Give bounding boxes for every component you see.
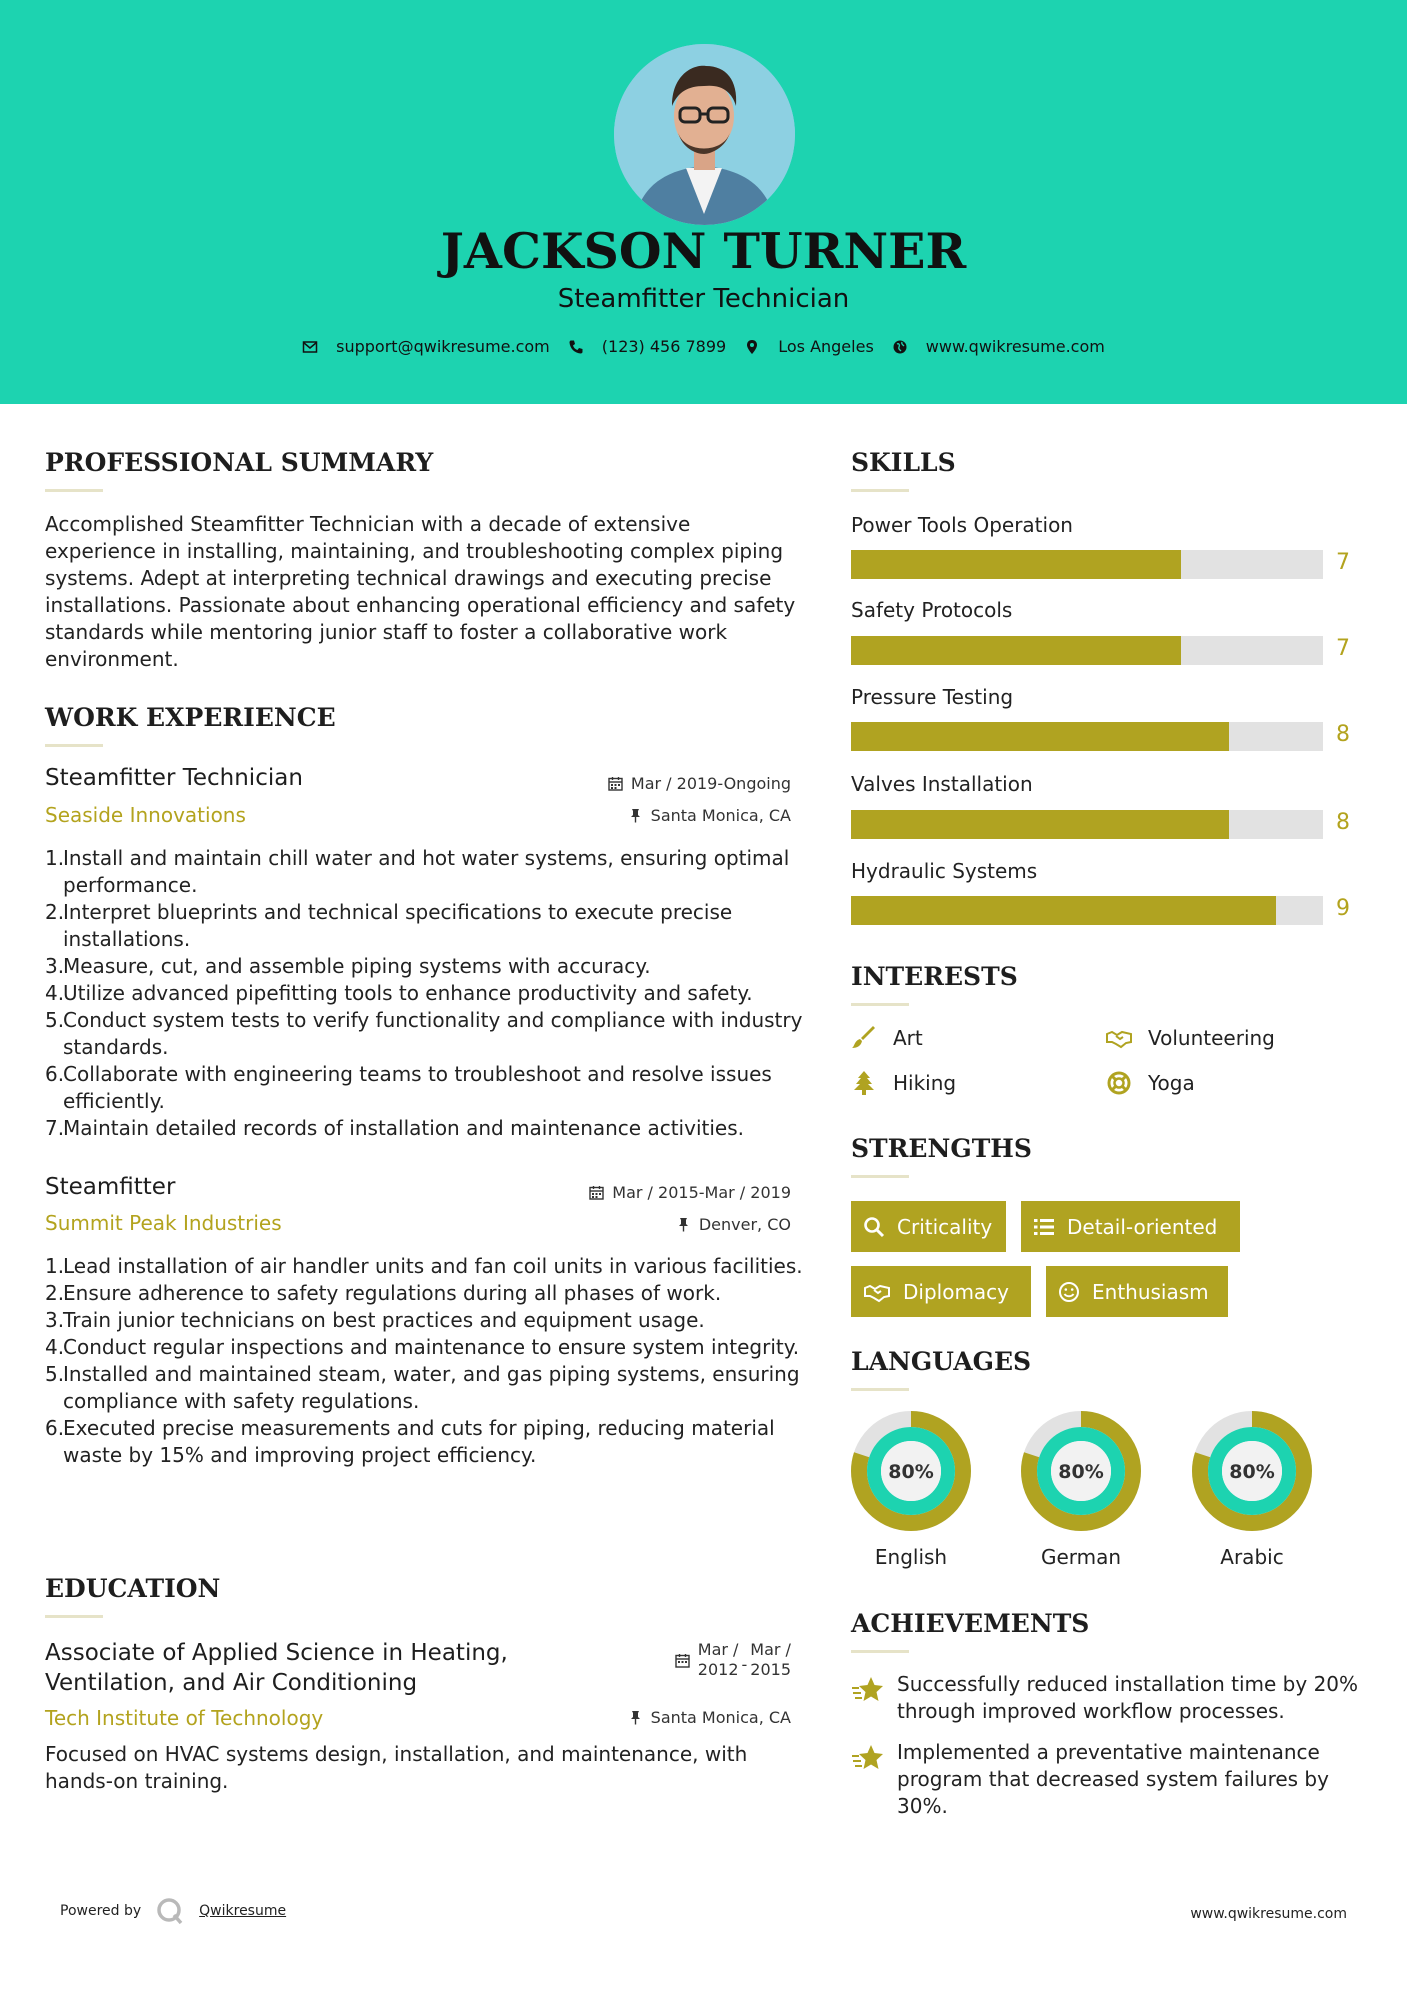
- language-label: English: [874, 1545, 948, 1569]
- languages-heading: LANGUAGES: [851, 1347, 1032, 1376]
- job-bullets: [45, 1253, 805, 1469]
- skill-value: 7: [1336, 636, 1350, 661]
- contact-phone[interactable]: [568, 337, 726, 356]
- list-item: 6. Executed precise measurements and cuts for piping, reducing material waste by 15% and improving project efficiency.: [45, 1416, 775, 1467]
- skill-bar-fill: [851, 810, 1229, 839]
- summary-text: Accomplished Steamfitter Technician with a decade of extensive experience in installing, maintaining, and troubleshooting complex piping systems. Adept at interpreting technical drawings and executing precise installations. Passionate about enhancing operational efficiency and safety standards while mentoring junior staff to foster a collaborative work environment.: [45, 512, 796, 671]
- education-underline: [45, 1615, 103, 1618]
- contact-location-text: Los Angeles: [778, 337, 874, 356]
- skill-label: Hydraulic Systems: [851, 859, 1038, 883]
- handshake-icon: [863, 1281, 891, 1303]
- education-date: [675, 1640, 791, 1680]
- tree-icon: [851, 1071, 877, 1095]
- education-degree-line1: Associate of Applied Science in Heating,: [45, 1640, 508, 1666]
- job-company: Seaside Innovations: [45, 803, 246, 827]
- smile-icon: [1058, 1281, 1080, 1303]
- skill-label: Power Tools Operation: [851, 513, 1073, 537]
- list-item: 5. Conduct system tests to verify functionality and compliance with industry standards.: [45, 1008, 803, 1059]
- interest-item-art: Art: [851, 1026, 923, 1050]
- job-location-text: Denver, CO: [698, 1215, 791, 1234]
- skill-label: Valves Installation: [851, 772, 1033, 796]
- list-item: 2. Interpret blueprints and technical specifications to execute precise installations.: [45, 900, 733, 951]
- footer-powered-label: Powered by: [60, 1903, 142, 1919]
- achievement-item: Successfully reduced installation time by 20% through improved workflow processes.: [851, 1671, 1371, 1725]
- footer-site-link[interactable]: www.qwikresume.com: [1190, 1906, 1347, 1922]
- job-location: [628, 806, 791, 825]
- summary-underline: [45, 489, 103, 492]
- job-company: Summit Peak Industries: [45, 1211, 282, 1235]
- skill-bar: [851, 636, 1323, 665]
- education-date-end: Mar / 2015: [750, 1640, 791, 1679]
- qwikresume-logo-icon: [155, 1896, 185, 1926]
- footer-brand-link[interactable]: Qwikresume: [199, 1903, 287, 1919]
- job-location-text: Santa Monica, CA: [650, 806, 791, 825]
- interest-item-volunteering: Volunteering: [1106, 1026, 1275, 1050]
- donut-percent-label: 80%: [1058, 1461, 1104, 1483]
- job-date: [608, 774, 791, 793]
- education-school: Tech Institute of Technology: [45, 1706, 324, 1730]
- education-date-start: Mar / 2012: [697, 1640, 739, 1679]
- pushpin-icon: [628, 808, 643, 823]
- language-donut-arabic: [1190, 1409, 1314, 1533]
- list-item: 1. Lead installation of air handler units and fan coil units in various facilities.: [45, 1254, 803, 1278]
- skill-bar-fill: [851, 636, 1181, 665]
- calendar-icon: [675, 1653, 690, 1668]
- skill-bar-fill: [851, 896, 1276, 925]
- contact-email-text: support@qwikresume.com: [336, 337, 550, 356]
- education-degree-line2: Ventilation, and Air Conditioning: [45, 1670, 418, 1696]
- education-description: Focused on HVAC systems design, installation, and maintenance, with hands-on training.: [45, 1742, 748, 1793]
- skill-bar: [851, 810, 1323, 839]
- education-degree: [45, 1638, 605, 1698]
- candidate-name: JACKSON TURNER: [440, 222, 967, 280]
- lifebuoy-icon: [1106, 1071, 1132, 1095]
- skill-bar-fill: [851, 550, 1181, 579]
- skill-value: 9: [1336, 896, 1350, 921]
- education-location: [628, 1708, 791, 1727]
- contact-location: [744, 337, 874, 356]
- strength-chip-detail-oriented: Detail-oriented: [1021, 1201, 1240, 1252]
- interests-underline: [851, 1003, 909, 1006]
- job-location: [676, 1215, 791, 1234]
- languages-underline: [851, 1388, 909, 1391]
- calendar-icon: [608, 776, 623, 791]
- skill-bar: [851, 896, 1323, 925]
- pushpin-icon: [676, 1217, 691, 1232]
- star-icon: [851, 1743, 885, 1773]
- list-item: 3. Train junior technicians on best practices and equipment usage.: [45, 1308, 705, 1332]
- avatar: [614, 44, 795, 225]
- skill-value: 8: [1336, 810, 1350, 835]
- achievements-heading: ACHIEVEMENTS: [851, 1609, 1090, 1638]
- contact-website-text: www.qwikresume.com: [925, 337, 1105, 356]
- skill-bar: [851, 550, 1323, 579]
- education-date-dash: -: [741, 1654, 748, 1674]
- star-icon: [851, 1675, 885, 1705]
- list-item: 5. Installed and maintained steam, water, and gas piping systems, ensuring compliance with safety regulations.: [45, 1362, 800, 1413]
- contact-website[interactable]: [892, 337, 1105, 356]
- list-item: 2. Ensure adherence to safety regulations during all phases of work.: [45, 1281, 722, 1305]
- strengths-underline: [851, 1175, 909, 1178]
- handshake-icon: [1106, 1026, 1132, 1050]
- calendar-icon: [589, 1185, 604, 1200]
- education-location-text: Santa Monica, CA: [650, 1708, 791, 1727]
- job-date-text: Mar / 2019-Ongoing: [630, 774, 791, 793]
- interest-item-hiking: Hiking: [851, 1071, 956, 1095]
- achievements-underline: [851, 1650, 909, 1653]
- search-icon: [863, 1216, 885, 1238]
- envelope-icon: [302, 339, 318, 355]
- skill-value: 8: [1336, 722, 1350, 747]
- language-label: German: [1040, 1545, 1122, 1569]
- interest-item-yoga: Yoga: [1106, 1071, 1195, 1095]
- list-item: 7. Maintain detailed records of installation and maintenance activities.: [45, 1116, 744, 1140]
- list-item: 4. Conduct regular inspections and maintenance to ensure system integrity.: [45, 1335, 800, 1359]
- avatar-portrait-icon: [614, 44, 795, 225]
- list-item: 6. Collaborate with engineering teams to troubleshoot and resolve issues efficiently.: [45, 1062, 772, 1113]
- skill-label: Safety Protocols: [851, 598, 1013, 622]
- contact-email[interactable]: [302, 337, 550, 356]
- header-banner: [0, 0, 1407, 404]
- job-title: Steamfitter: [45, 1174, 176, 1200]
- phone-icon: [568, 339, 584, 355]
- contact-phone-text: (123) 456 7899: [601, 337, 727, 356]
- language-label: Arabic: [1220, 1545, 1284, 1569]
- skill-value: 7: [1336, 550, 1350, 575]
- job-title: Steamfitter Technician: [45, 765, 303, 791]
- skills-underline: [851, 489, 909, 492]
- list-item: 4. Utilize advanced pipefitting tools to enhance productivity and safety.: [45, 981, 753, 1005]
- globe-icon: [892, 339, 908, 355]
- achievement-item: Implemented a preventative maintenance program that decreased system failures by 30%.: [851, 1739, 1371, 1820]
- summary-heading: PROFESSIONAL SUMMARY: [45, 448, 434, 477]
- job-date-text: Mar / 2015-Mar / 2019: [612, 1183, 791, 1202]
- list-item: 3. Measure, cut, and assemble piping systems with accuracy.: [45, 954, 651, 978]
- candidate-role: Steamfitter Technician: [557, 284, 850, 314]
- map-pin-icon: [744, 339, 760, 355]
- skills-heading: SKILLS: [851, 448, 956, 477]
- footer-powered-by: [60, 1896, 286, 1926]
- skill-label: Pressure Testing: [851, 685, 1014, 709]
- strengths-heading: STRENGTHS: [851, 1134, 1032, 1163]
- language-donut-english: [849, 1409, 973, 1533]
- job-bullets: [45, 845, 805, 1142]
- experience-underline: [45, 744, 103, 747]
- list-icon: [1033, 1216, 1055, 1238]
- interests-heading: INTERESTS: [851, 962, 1018, 991]
- language-donut-german: [1019, 1409, 1143, 1533]
- strength-chip-enthusiasm: Enthusiasm: [1046, 1266, 1228, 1317]
- contact-bar: [0, 337, 1407, 356]
- strength-chip-diplomacy: Diplomacy: [851, 1266, 1031, 1317]
- pushpin-icon: [628, 1710, 643, 1725]
- donut-percent-label: 80%: [888, 1461, 934, 1483]
- job-date: [589, 1183, 791, 1202]
- strength-chip-criticality: Criticality: [851, 1201, 1006, 1252]
- brush-icon: [851, 1026, 877, 1050]
- skill-bar: [851, 722, 1323, 751]
- experience-heading: WORK EXPERIENCE: [45, 703, 336, 732]
- education-heading: EDUCATION: [45, 1574, 221, 1603]
- donut-percent-label: 80%: [1229, 1461, 1275, 1483]
- skill-bar-fill: [851, 722, 1229, 751]
- list-item: 1. Install and maintain chill water and hot water systems, ensuring optimal performance.: [45, 846, 790, 897]
